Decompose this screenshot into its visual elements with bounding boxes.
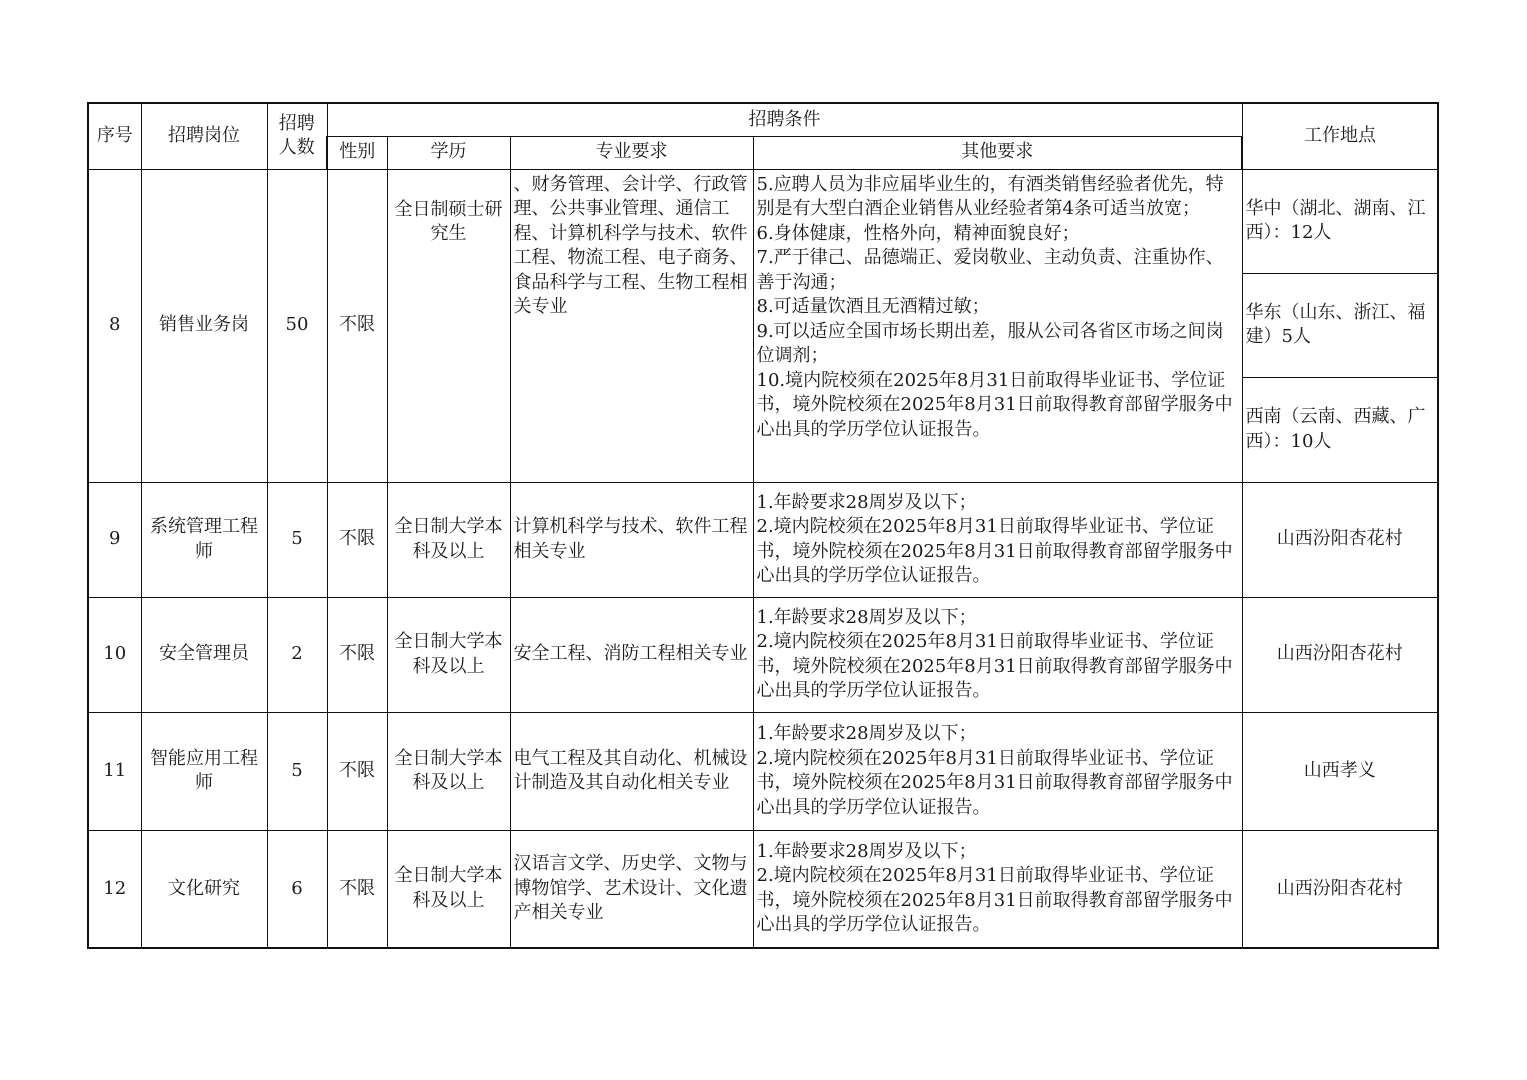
other-item: 2.境内院校须在2025年8月31日前取得毕业证书、学位证书，境外院校须在2025年8月31日前取得教育部留学服务中心出具的学历学位认证报告。 (756, 747, 1233, 818)
cell-position: 销售业务岗 (141, 169, 267, 482)
table-row (88, 597, 1438, 712)
table-row (88, 169, 1438, 482)
cell-position: 安全管理员 (141, 597, 267, 712)
other-item: 1.年龄要求28周岁及以下； (756, 491, 977, 513)
cell-position: 文化研究 (141, 830, 267, 948)
other-item: 1.年龄要求28周岁及以下； (756, 840, 977, 862)
cell-count: 5 (267, 712, 327, 830)
cell-location (1242, 169, 1438, 482)
header-gender: 性别 (327, 136, 387, 169)
cell-major: 计算机科学与技术、软件工程相关专业 (510, 482, 753, 597)
cell-seq: 8 (88, 169, 141, 482)
recruitment-table (87, 102, 1439, 949)
cell-gender: 不限 (327, 482, 387, 597)
other-item: 10.境内院校须在2025年8月31日前取得毕业证书、学位证书，境外院校须在2025年8月31日前取得教育部留学服务中心出具的学历学位认证报告。 (756, 369, 1233, 440)
cell-other (753, 482, 1242, 597)
other-item: 5.应聘人员为非应届毕业生的，有酒类销售经验者优先，特别是有大型白酒企业销售从业经验者第4条可适当放宽； (756, 173, 1224, 219)
cell-major: 、财务管理、会计学、行政管理、公共事业管理、通信工程、计算机科学与技术、软件工程、物流工程、电子商务、食品科学与工程、生物工程相关专业 (510, 169, 753, 482)
header-seq: 序号 (88, 103, 141, 169)
cell-education: 全日制大学本科及以上 (387, 712, 510, 830)
cell-major: 汉语言文学、历史学、文物与博物馆学、艺术设计、文化遗产相关专业 (510, 830, 753, 948)
cell-seq: 12 (88, 830, 141, 948)
cell-major: 安全工程、消防工程相关专业 (510, 597, 753, 712)
table-header (88, 103, 1438, 169)
header-conditions: 招聘条件 (327, 103, 1242, 136)
table-row (88, 830, 1438, 948)
cell-other (753, 830, 1242, 948)
cell-gender: 不限 (327, 712, 387, 830)
table-row (88, 482, 1438, 597)
cell-location: 山西孝义 (1242, 712, 1438, 830)
cell-count: 6 (267, 830, 327, 948)
cell-count: 50 (267, 169, 327, 482)
cell-education: 全日制硕士研究生 (387, 169, 510, 482)
cell-other (753, 169, 1242, 482)
other-item: 8.可适量饮酒且无酒精过敏； (756, 296, 990, 317)
cell-count: 5 (267, 482, 327, 597)
location-region: 西南（云南、西藏、广西）：10人 (1245, 406, 1426, 452)
cell-position: 系统管理工程师 (141, 482, 267, 597)
other-item: 2.境内院校须在2025年8月31日前取得毕业证书、学位证书，境外院校须在2025年8月31日前取得教育部留学服务中心出具的学历学位认证报告。 (756, 631, 1233, 701)
cell-gender: 不限 (327, 830, 387, 948)
cell-other (753, 712, 1242, 830)
cell-major: 电气工程及其自动化、机械设计制造及其自动化相关专业 (510, 712, 753, 830)
table-row (88, 712, 1438, 830)
cell-position: 智能应用工程师 (141, 712, 267, 830)
cell-education: 全日制大学本科及以上 (387, 482, 510, 597)
cell-other (753, 597, 1242, 712)
header-location: 工作地点 (1242, 103, 1438, 169)
other-item: 9.可以适应全国市场长期出差，服从公司各省区市场之间岗位调剂； (756, 320, 1224, 366)
cell-gender: 不限 (327, 597, 387, 712)
cell-location: 山西汾阳杏花村 (1242, 482, 1438, 597)
cell-gender: 不限 (327, 169, 387, 482)
other-item: 1.年龄要求28周岁及以下； (756, 606, 977, 628)
other-item: 7.严于律己、品德端正、爱岗敬业、主动负责、注重协作、善于沟通； (756, 247, 1224, 293)
header-other: 其他要求 (753, 136, 1242, 169)
other-item: 6.身体健康，性格外向，精神面貌良好； (756, 222, 1080, 244)
cell-seq: 10 (88, 597, 141, 712)
cell-seq: 11 (88, 712, 141, 830)
header-major: 专业要求 (510, 136, 753, 169)
cell-location: 山西汾阳杏花村 (1242, 830, 1438, 948)
cell-seq: 9 (88, 482, 141, 597)
cell-location: 山西汾阳杏花村 (1242, 597, 1438, 712)
other-item: 2.境内院校须在2025年8月31日前取得毕业证书、学位证书，境外院校须在2025年8月31日前取得教育部留学服务中心出具的学历学位认证报告。 (756, 516, 1233, 586)
location-region: 华东（山东、浙江、福建）5人 (1243, 274, 1438, 378)
cell-education: 全日制大学本科及以上 (387, 830, 510, 948)
cell-count: 2 (267, 597, 327, 712)
header-count: 招聘人数 (267, 103, 327, 169)
location-region: 华中（湖北、湖南、江西）：12人 (1243, 170, 1438, 274)
other-item: 2.境内院校须在2025年8月31日前取得毕业证书、学位证书，境外院校须在2025年8月31日前取得教育部留学服务中心出具的学历学位认证报告。 (756, 865, 1233, 936)
cell-education: 全日制大学本科及以上 (387, 597, 510, 712)
header-education: 学历 (387, 136, 510, 169)
header-position: 招聘岗位 (141, 103, 267, 169)
other-item: 1.年龄要求28周岁及以下； (756, 723, 977, 744)
